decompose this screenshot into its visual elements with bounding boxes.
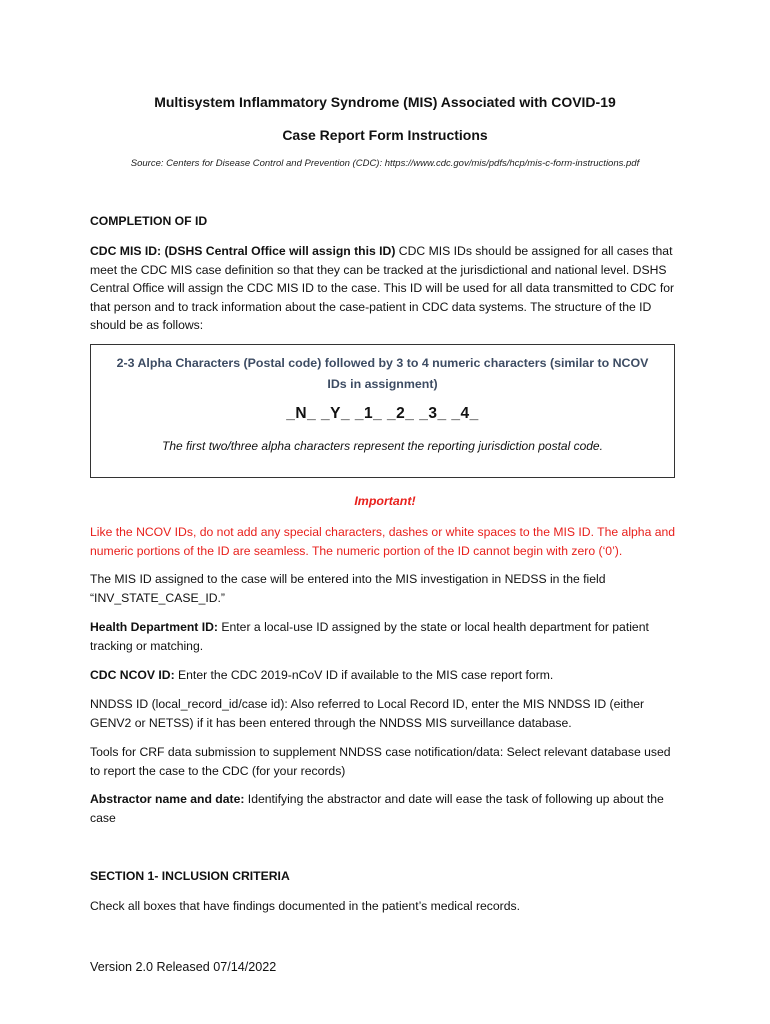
version-footer: Version 2.0 Released 07/14/2022 xyxy=(90,960,277,974)
id-format-box xyxy=(90,344,675,478)
cdc-mis-id-text: CDC MIS IDs should be assigned for all cases that meet the CDC MIS case definition so that they can be tracked at the jurisdictional and national level. DSHS Central Office will assign the CDC MIS ID to the case. This ID will be used for all data transmitted to CDC for that person and to track information about the case-patient in CDC data systems. The structure of the ID should be as follows: xyxy=(90,244,675,332)
cdc-ncov-id-label: CDC NCOV ID: xyxy=(90,668,175,682)
abstractor-label: Abstractor name and date: xyxy=(90,792,245,806)
important-label: Important! xyxy=(354,494,416,508)
source-citation: Source: Centers for Disease Control and Prevention (CDC): https://www.cdc.gov/mis/pdfs/hcp/mis-c-form-instructions.pdf xyxy=(130,158,640,169)
mis-id-entry-paragraph: The MIS ID assigned to the case will be entered into the MIS investigation in NEDSS in the field “INV_STATE_CASE_ID.” xyxy=(90,572,606,605)
document-subtitle: Case Report Form Instructions xyxy=(282,127,488,143)
cdc-mis-id-label: CDC MIS ID: (DSHS Central Office will assign this ID) xyxy=(90,244,396,258)
document-title: Multisystem Inflammatory Syndrome (MIS) Associated with COVID-19 xyxy=(154,94,616,110)
cdc-ncov-id-paragraph xyxy=(90,666,682,685)
section-1-text: Check all boxes that have findings documented in the patient’s medical records. xyxy=(90,899,520,913)
important-text: Like the NCOV IDs, do not add any special characters, dashes or white spaces to the MIS ID. The alpha and numeric portions of the ID are seamless. The numeric portion of the ID cannot begin with zero (‘0’). xyxy=(90,525,676,558)
health-department-id-label: Health Department ID: xyxy=(90,620,218,634)
health-department-id-text: Enter a local-use ID assigned by the state or local health department for patient tracking or matching. xyxy=(90,620,649,653)
health-department-id-paragraph xyxy=(90,618,682,655)
id-format-title: 2-3 Alpha Characters (Postal code) followed by 3 to 4 numeric characters (similar to NCOV IDs in assignment) xyxy=(116,356,649,391)
abstractor-paragraph xyxy=(90,790,682,827)
section-1-heading: SECTION 1- INCLUSION CRITERIA xyxy=(90,869,290,883)
id-format-note: The first two/three alpha characters represent the reporting jurisdiction postal code. xyxy=(162,439,603,453)
tools-crf-paragraph: Tools for CRF data submission to supplement NNDSS case notification/data: Select relevant database used to report the case to the CDC (for your records) xyxy=(90,745,671,778)
abstractor-text: Identifying the abstractor and date will ease the task of following up about the case xyxy=(90,792,664,825)
cdc-mis-id-paragraph xyxy=(90,242,682,335)
cdc-ncov-id-text: Enter the CDC 2019-nCoV ID if available to the MIS case report form. xyxy=(174,668,554,682)
id-format-sample: _N_ _Y_ _1_ _2_ _3_ _4_ xyxy=(286,405,479,422)
completion-of-id-heading: COMPLETION OF ID xyxy=(90,214,208,228)
nndss-id-paragraph: NNDSS ID (local_record_id/case id): Also referred to Local Record ID, enter the MIS NNDSS ID (either GENV2 or NETSS) if it has been entered through the NNDSS MIS surveillance database. xyxy=(90,697,645,730)
